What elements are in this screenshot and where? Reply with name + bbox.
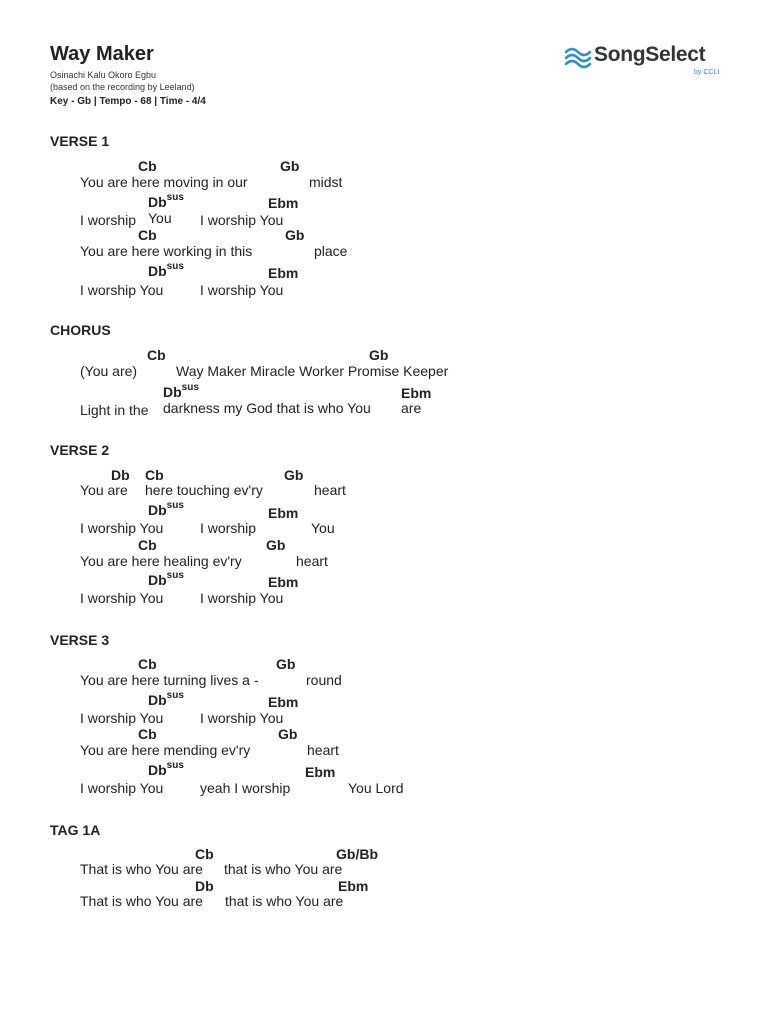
songselect-logo-text: SongSelect (594, 43, 706, 66)
chord: Cb (147, 347, 166, 363)
chord: Ebm (338, 878, 369, 894)
lyric-line: heart (296, 553, 328, 569)
lyric-line: darkness my God that is who You (163, 400, 371, 416)
lyric-line: here touching ev'ry (145, 482, 263, 498)
lyric-line: You are here turning lives a - (80, 672, 259, 688)
chord: Ebm (268, 574, 299, 590)
chord: Db (111, 467, 130, 483)
chord: $Db^{sus}$ (148, 760, 184, 778)
chord: Cb (138, 537, 157, 553)
chord: Gb (284, 467, 304, 483)
lyric-line: That is who You are (80, 861, 203, 877)
lyric-line: You Lord (348, 780, 404, 796)
lyric-line: You are here working in this (80, 243, 253, 259)
lyric-line: That is who You are (80, 893, 203, 909)
section-label-verse-2: VERSE 2 (50, 442, 110, 458)
lyric-line: I worship You (200, 212, 284, 228)
lyric-line: midst (309, 174, 343, 190)
chord: Db (195, 878, 214, 894)
songselect-logo-icon (562, 42, 592, 72)
chord: Cb (145, 467, 164, 483)
section-label-chorus: CHORUS (50, 322, 111, 338)
lyric-line: You are (80, 482, 128, 498)
lyric-line: You are here mending ev'ry (80, 742, 251, 758)
chord: Cb (138, 726, 157, 742)
chord: Gb (266, 537, 286, 553)
lyric-line: I worship (80, 212, 137, 228)
lyric-line: yeah I worship (200, 780, 291, 796)
section-label-verse-3: VERSE 3 (50, 632, 110, 648)
chord: $Db^{sus}$ (148, 690, 184, 708)
chord: Cb (138, 656, 157, 672)
song-author: Osinachi Kalu Okoro Egbu (50, 70, 157, 80)
lyric-line: heart (307, 742, 339, 758)
lyric-line: heart (314, 482, 346, 498)
recording-basis: (based on the recording by Leeland) (50, 82, 195, 92)
chord: $Db^{sus}$ (148, 500, 184, 518)
lyric-line: that is who You are (225, 893, 344, 909)
chord: Ebm (401, 385, 432, 401)
lyric-line: I worship You (80, 590, 164, 606)
chord: Ebm (305, 764, 336, 780)
chord: Ebm (268, 694, 299, 710)
song-title: Way Maker (50, 43, 154, 65)
lyric-line: You (148, 210, 172, 226)
chord: Gb/Bb (336, 846, 378, 862)
lyric-line: I worship (200, 520, 257, 536)
lyric-line: I worship You (200, 590, 284, 606)
chord: Cb (138, 158, 157, 174)
lyric-line: that is who You are (224, 861, 343, 877)
lyric-line: Light in the (80, 402, 149, 418)
song-meta: Key - Gb | Tempo - 68 | Time - 4/4 (50, 96, 206, 107)
chord: Gb (278, 726, 298, 742)
chord: Gb (285, 227, 305, 243)
section-label-verse-1: VERSE 1 (50, 133, 110, 149)
lyric-line: I worship You (80, 780, 164, 796)
lyric-line: round (306, 672, 342, 688)
chord: Ebm (268, 195, 299, 211)
lyric-line: Way Maker Miracle Worker Promise Keeper (176, 363, 449, 379)
chord: Gb (280, 158, 300, 174)
lyric-line: (You are) (80, 363, 138, 379)
lyric-line: I worship You (200, 710, 284, 726)
chord: Cb (195, 846, 214, 862)
chord: Gb (276, 656, 296, 672)
chord: $Db^{sus}$ (148, 261, 184, 279)
lyric-line: place (314, 243, 348, 259)
chord: Gb (369, 347, 389, 363)
chord: Cb (138, 227, 157, 243)
lyric-line: You (311, 520, 335, 536)
lyric-line: You are here moving in our (80, 174, 248, 190)
lyric-line: I worship You (80, 710, 164, 726)
chord: Ebm (268, 265, 299, 281)
lyric-line: I worship You (200, 282, 284, 298)
logo-by-ccli: by CCLI (694, 69, 720, 76)
lyric-line: I worship You (80, 282, 164, 298)
chord: $Db^{sus}$ (163, 382, 199, 400)
lyric-line: are (401, 400, 422, 416)
chord: Ebm (268, 505, 299, 521)
section-label-tag-1a: TAG 1A (50, 822, 101, 838)
chord: $Db^{sus}$ (148, 570, 184, 588)
chord: $Db^{sus}$ (148, 192, 184, 210)
lyric-line: You are here healing ev'ry (80, 553, 242, 569)
lyric-line: I worship You (80, 520, 164, 536)
